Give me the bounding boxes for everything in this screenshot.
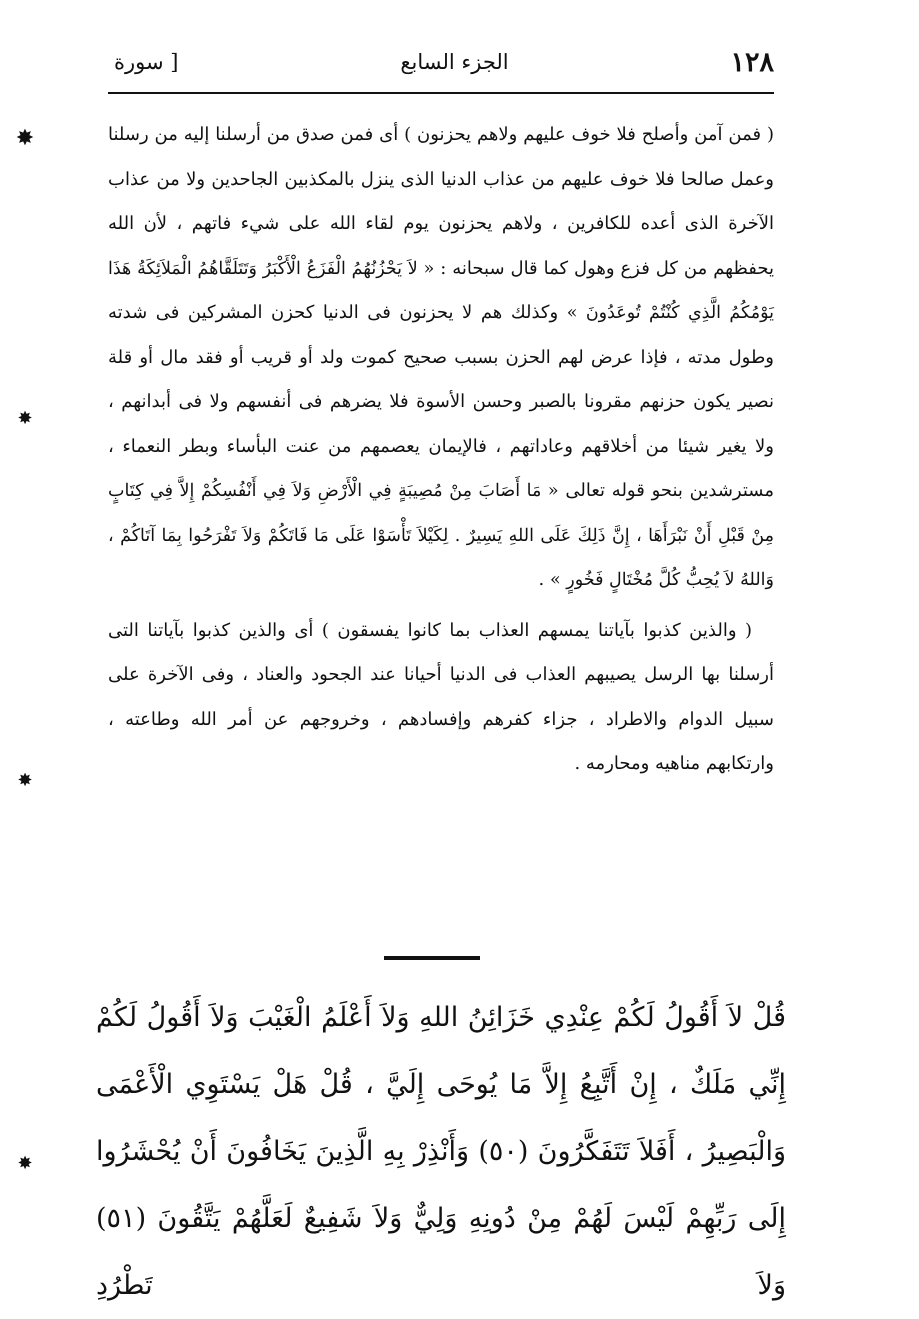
quran-verses	[96, 984, 786, 1319]
margin-mark-icon: ✸	[15, 126, 35, 151]
running-title: الجزء السابع	[400, 50, 509, 74]
commentary-paragraph	[108, 609, 774, 787]
page-header	[108, 38, 774, 86]
header-rule	[108, 92, 774, 94]
margin-mark-icon: ✸	[17, 408, 33, 429]
commentary-text: ( والذين كذبوا بآياتنا يمسهم العذاب بما كانوا يفسقون ) أى والذين كذبوا بآياتنا التى أرسلنا بها الرسل يصيبهم العذاب فى الدنيا أحيانا عند الجحود والعناد ، وفى الآخرة على سبيل الدوام والاطراد ، جزاء كفرهم وإفسادهم ، وخروجهم عن أمر الله وطاعته ، وارتكابهم مناهيه ومحارمه .	[108, 619, 774, 774]
commentary-body	[108, 113, 774, 787]
margin-mark-icon: ✸	[17, 1153, 33, 1174]
margin-mark-icon: ✸	[17, 770, 33, 791]
commentary-text: ( فمن آمن وأصلح فلا خوف عليهم ولاهم يحزنون ) أى فمن صدق من أرسلنا إليه من رسلنا وعمل صالحا فلا خوف عليهم من عذاب الدنيا الذى ينزل بالمكذبين الجاحدين ولا من عذاب الآخرة الذى أعده للكافرين ، ولاهم يحزنون يوم لقاء الله على شيء فاتهم ، لأن الله يحفظهم من كل فزع وهول كما قال سبحانه :	[108, 124, 774, 279]
commentary-paragraph	[108, 113, 774, 603]
section-separator	[384, 956, 480, 960]
commentary-text: .	[538, 569, 545, 590]
commentary-text: وكذلك هم لا يحزنون فى الدنيا كحزن المشركين فى شدته وطول مدته ، فإذا عرض لهم الحزن بسبب صحيح كموت ولد أو قريب أو فقد مال أو قلة نصير يكون حزنهم مقرونا بالصبر وحسن الأسوة فلا يضرهم فى أنفسهم ولا فى أبدانهم ، ولا يغير شيئا من أخلاقهم وعاداتهم ، فالإيمان يعصمهم من عنت البأساء وبطر النعماء ، مسترشدين بنحو قوله تعالى	[108, 302, 774, 501]
quran-quote: « لاَ يَحْزُنُهُمُ الْفَزَعُ الْأَكْبَرُ وَتَتَلَقَّاهُمُ الْمَلاَئِكَةُ هَذَا يَوْمُكُمُ الَّذِي كُنْتُمْ تُوعَدُونَ »	[108, 258, 774, 323]
verses-text: قُلْ لاَ أَقُولُ لَكُمْ عِنْدِي خَزَائِنُ اللهِ وَلاَ أَعْلَمُ الْغَيْبَ وَلاَ أَقُولُ لَكُمْ إِنِّي مَلَكٌ ، إِنْ أَتَّبِعُ إِلاَّ مَا يُوحَى إِلَيَّ ، قُلْ هَلْ يَسْتَوِي الْأَعْمَى وَالْبَصِيرُ ، أَفَلاَ تَتَفَكَّرُونَ (٥٠) وَأَنْذِرْ بِهِ الَّذِينَ يَخَافُونَ أَنْ يُحْشَرُوا إِلَى رَبِّهِمْ لَيْسَ لَهُمْ مِنْ دُونِهِ وَلِيٌّ وَلاَ شَفِيعٌ لَعَلَّهُمْ يَتَّقُونَ (٥١) وَلاَ تَطْرُدِ	[96, 1002, 786, 1301]
page-number: ١٢٨	[730, 46, 774, 78]
surah-label: [ سورة	[114, 50, 179, 74]
quran-quote: « مَا أَصَابَ مِنْ مُصِيبَةٍ فِي الْأَرْضِ وَلاَ فِي أَنْفُسِكُمْ إِلاَّ فِي كِتَابٍ مِنْ قَبْلِ أَنْ نَبْرَأَهَا ، إِنَّ ذَلِكَ عَلَى اللهِ يَسِيرٌ . لِكَيْلاَ تَأْسَوْا عَلَى مَا فَاتَكُمْ وَلاَ تَفْرَحُوا بِمَا آتَاكُمْ ، وَاللهُ لاَ يُحِبُّ كُلَّ مُخْتَالٍ فَخُورٍ »	[108, 481, 774, 590]
